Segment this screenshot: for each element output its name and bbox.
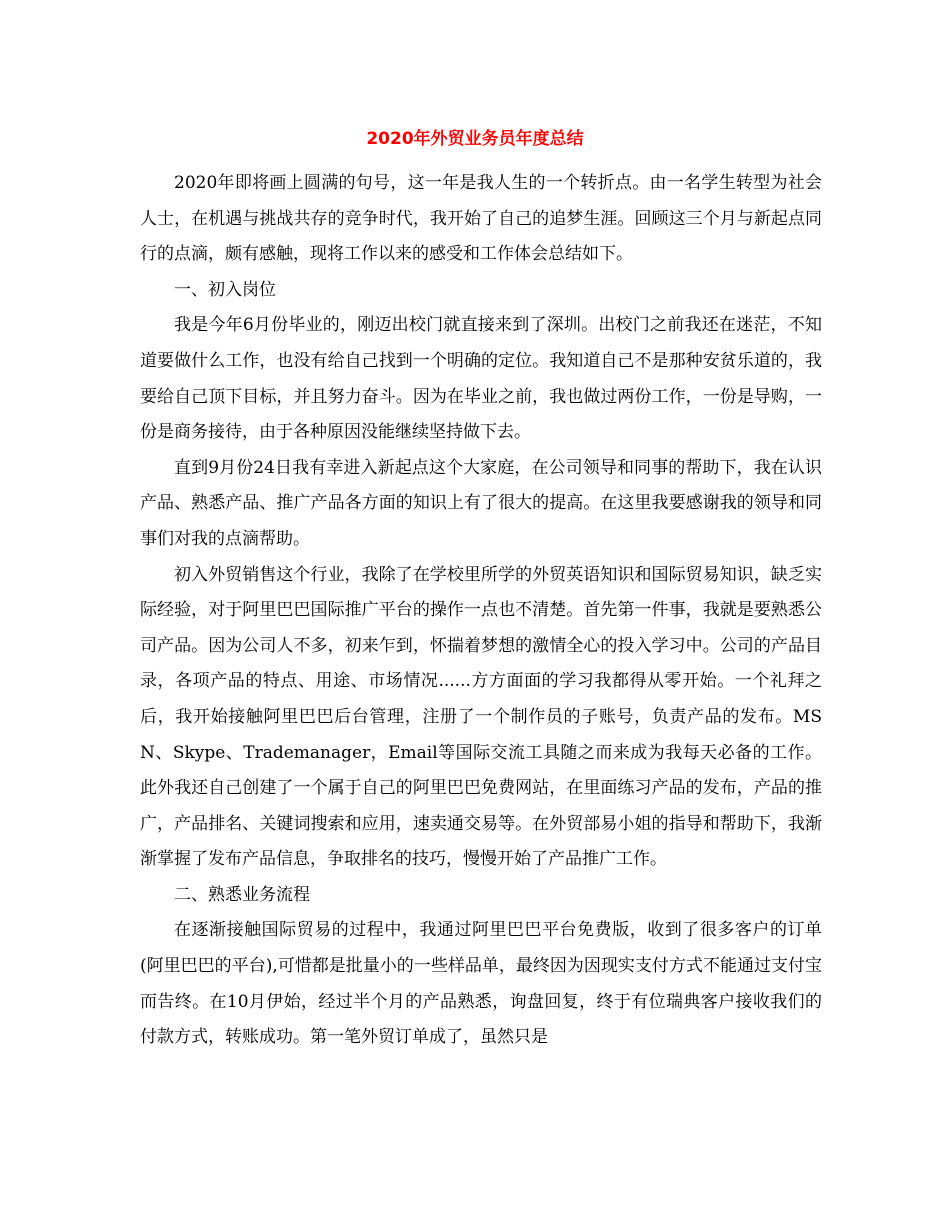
section-heading-1: 一、初入岗位 — [174, 279, 276, 300]
paragraph-learning: 初入外贸销售这个行业，我除了在学校里所学的外贸英语知识和国际贸易知识，缺乏实际经验，对于阿里巴巴国际推广平台的操作一点也不清楚。首先第一件事，我就是要熟悉公司产品。因为公司人不多，初来乍到，怀揣着梦想的激情全心的投入学习中。公司的产品目录，各项产品的特点、用途、市场情况......方方面面的学习我都得从零开始。一个礼拜之后，我开始接触阿里巴巴后台管理，注册了一个制作员的子账号，负责产品的发布。MSN、Skype、Trademanager，Email等国际交流工具随之而来成为我每天必备的工作。此外我还自己创建了一个属于自己的阿里巴巴免费网站，在里面练习产品的发布，产品的推广，产品排名、关键词搜索和应用，速卖通交易等。在外贸部易小姐的指导和帮助下，我渐渐掌握了发布产品信息，争取排名的技巧，慢慢开始了产品推广工作。 — [140, 564, 822, 870]
paragraph-joining: 直到9月份24日我有幸进入新起点这个大家庭，在公司领导和同事的帮助下，我在认识产品、熟悉产品、推广产品各方面的知识上有了很大的提高。在这里我要感谢我的领导和同事们对我的点滴帮助。 — [140, 457, 822, 549]
document-title: 2020年外贸业务员年度总结 — [366, 129, 584, 149]
document-body — [140, 166, 822, 1056]
paragraph-business-process: 在逐渐接触国际贸易的过程中，我通过阿里巴巴平台免费版，收到了很多客户的订单(阿里巴巴的平台),可惜都是批量小的一些样品单，最终因为因现实支付方式不能通过支付宝而告终。在10月伊始，经过半个月的产品熟悉，询盘回复，终于有位瑞典客户接收我们的付款方式，转账成功。第一笔外贸订单成了，虽然只是 — [140, 920, 822, 1048]
paragraph-intro: 2020年即将画上圆满的句号，这一年是我人生的一个转折点。由一名学生转型为社会人士，在机遇与挑战共存的竞争时代，我开始了自己的追梦生涯。回顾这三个月与新起点同行的点滴，颇有感触，现将工作以来的感受和工作体会总结如下。 — [140, 173, 822, 265]
section-heading-2: 二、熟悉业务流程 — [174, 884, 310, 905]
paragraph-graduation: 我是今年6月份毕业的，刚迈出校门就直接来到了深圳。出校门之前我还在迷茫，不知道要做什么工作，也没有给自己找到一个明确的定位。我知道自己不是那种安贫乐道的，我要给自己顶下目标，并且努力奋斗。因为在毕业之前，我也做过两份工作，一份是导购，一份是商务接待，由于各种原因没能继续坚持做下去。 — [140, 315, 822, 443]
